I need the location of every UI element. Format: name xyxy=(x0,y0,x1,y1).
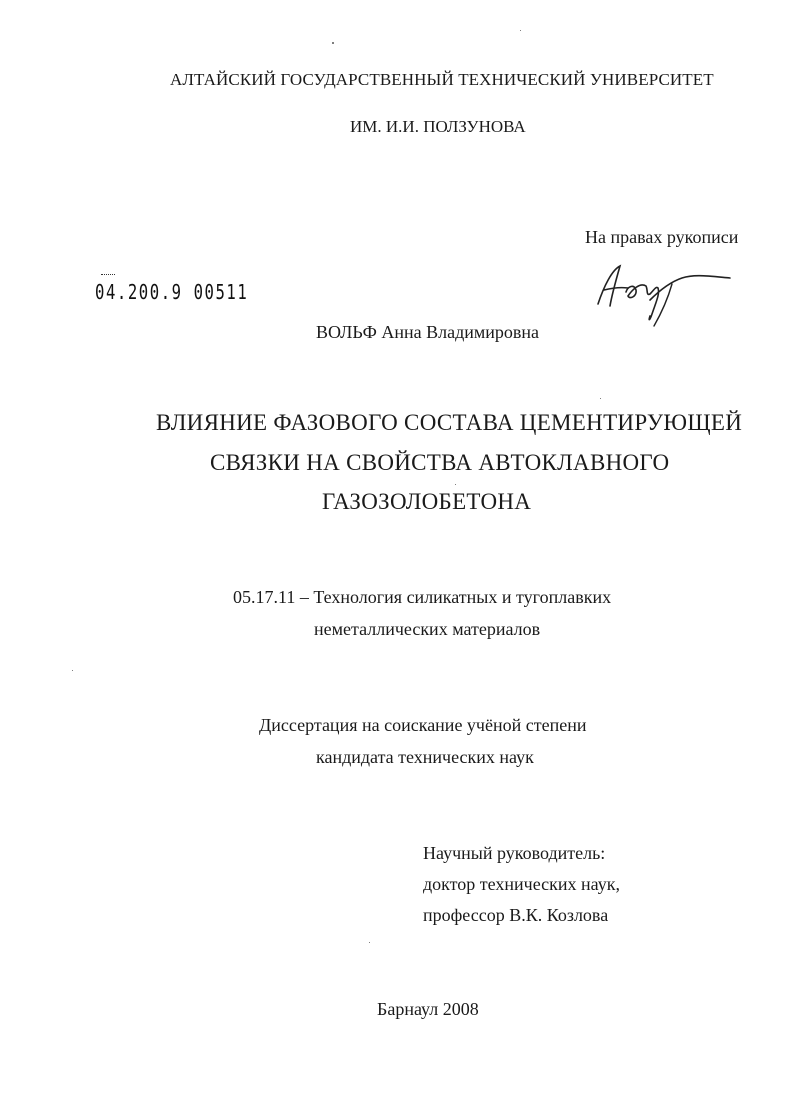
author-signature xyxy=(590,256,740,328)
supervisor-label: Научный руководитель: xyxy=(423,843,606,863)
institution-name: АЛТАЙСКИЙ ГОСУДАРСТВЕННЫЙ ТЕХНИЧЕСКИЙ УНИВЕРСИТЕТ xyxy=(170,70,714,89)
manuscript-rights-note: На правах рукописи xyxy=(585,227,739,247)
thesis-title-line-3: ГАЗОЗОЛОБЕТОНА xyxy=(322,489,532,514)
scan-speck xyxy=(455,484,456,485)
registration-mark xyxy=(101,274,115,278)
scan-speck xyxy=(369,942,370,943)
specialty-code-line: 05.17.11 – Технология силикатных и тугоплавких xyxy=(233,587,612,607)
registration-number: 04.200.9 00511 xyxy=(95,280,249,304)
scan-speck xyxy=(332,42,334,44)
place-and-year: Барнаул 2008 xyxy=(377,999,479,1019)
dissertation-degree-line: кандидата технических наук xyxy=(316,747,534,767)
scan-speck xyxy=(72,670,73,671)
thesis-title-line-1: ВЛИЯНИЕ ФАЗОВОГО СОСТАВА ЦЕМЕНТИРУЮЩЕЙ xyxy=(156,410,743,435)
institution-named-after: ИМ. И.И. ПОЛЗУНОВА xyxy=(350,117,526,136)
supervisor-name: профессор В.К. Козлова xyxy=(423,905,609,925)
author-name: ВОЛЬФ Анна Владимировна xyxy=(316,322,540,342)
scan-speck xyxy=(600,398,601,399)
supervisor-degree: доктор технических наук, xyxy=(423,874,620,894)
thesis-title-line-2: СВЯЗКИ НА СВОЙСТВА АВТОКЛАВНОГО xyxy=(210,450,670,475)
dissertation-type-line: Диссертация на соискание учёной степени xyxy=(259,715,587,735)
scan-speck xyxy=(520,30,521,31)
specialty-name-line: неметаллических материалов xyxy=(314,619,541,639)
